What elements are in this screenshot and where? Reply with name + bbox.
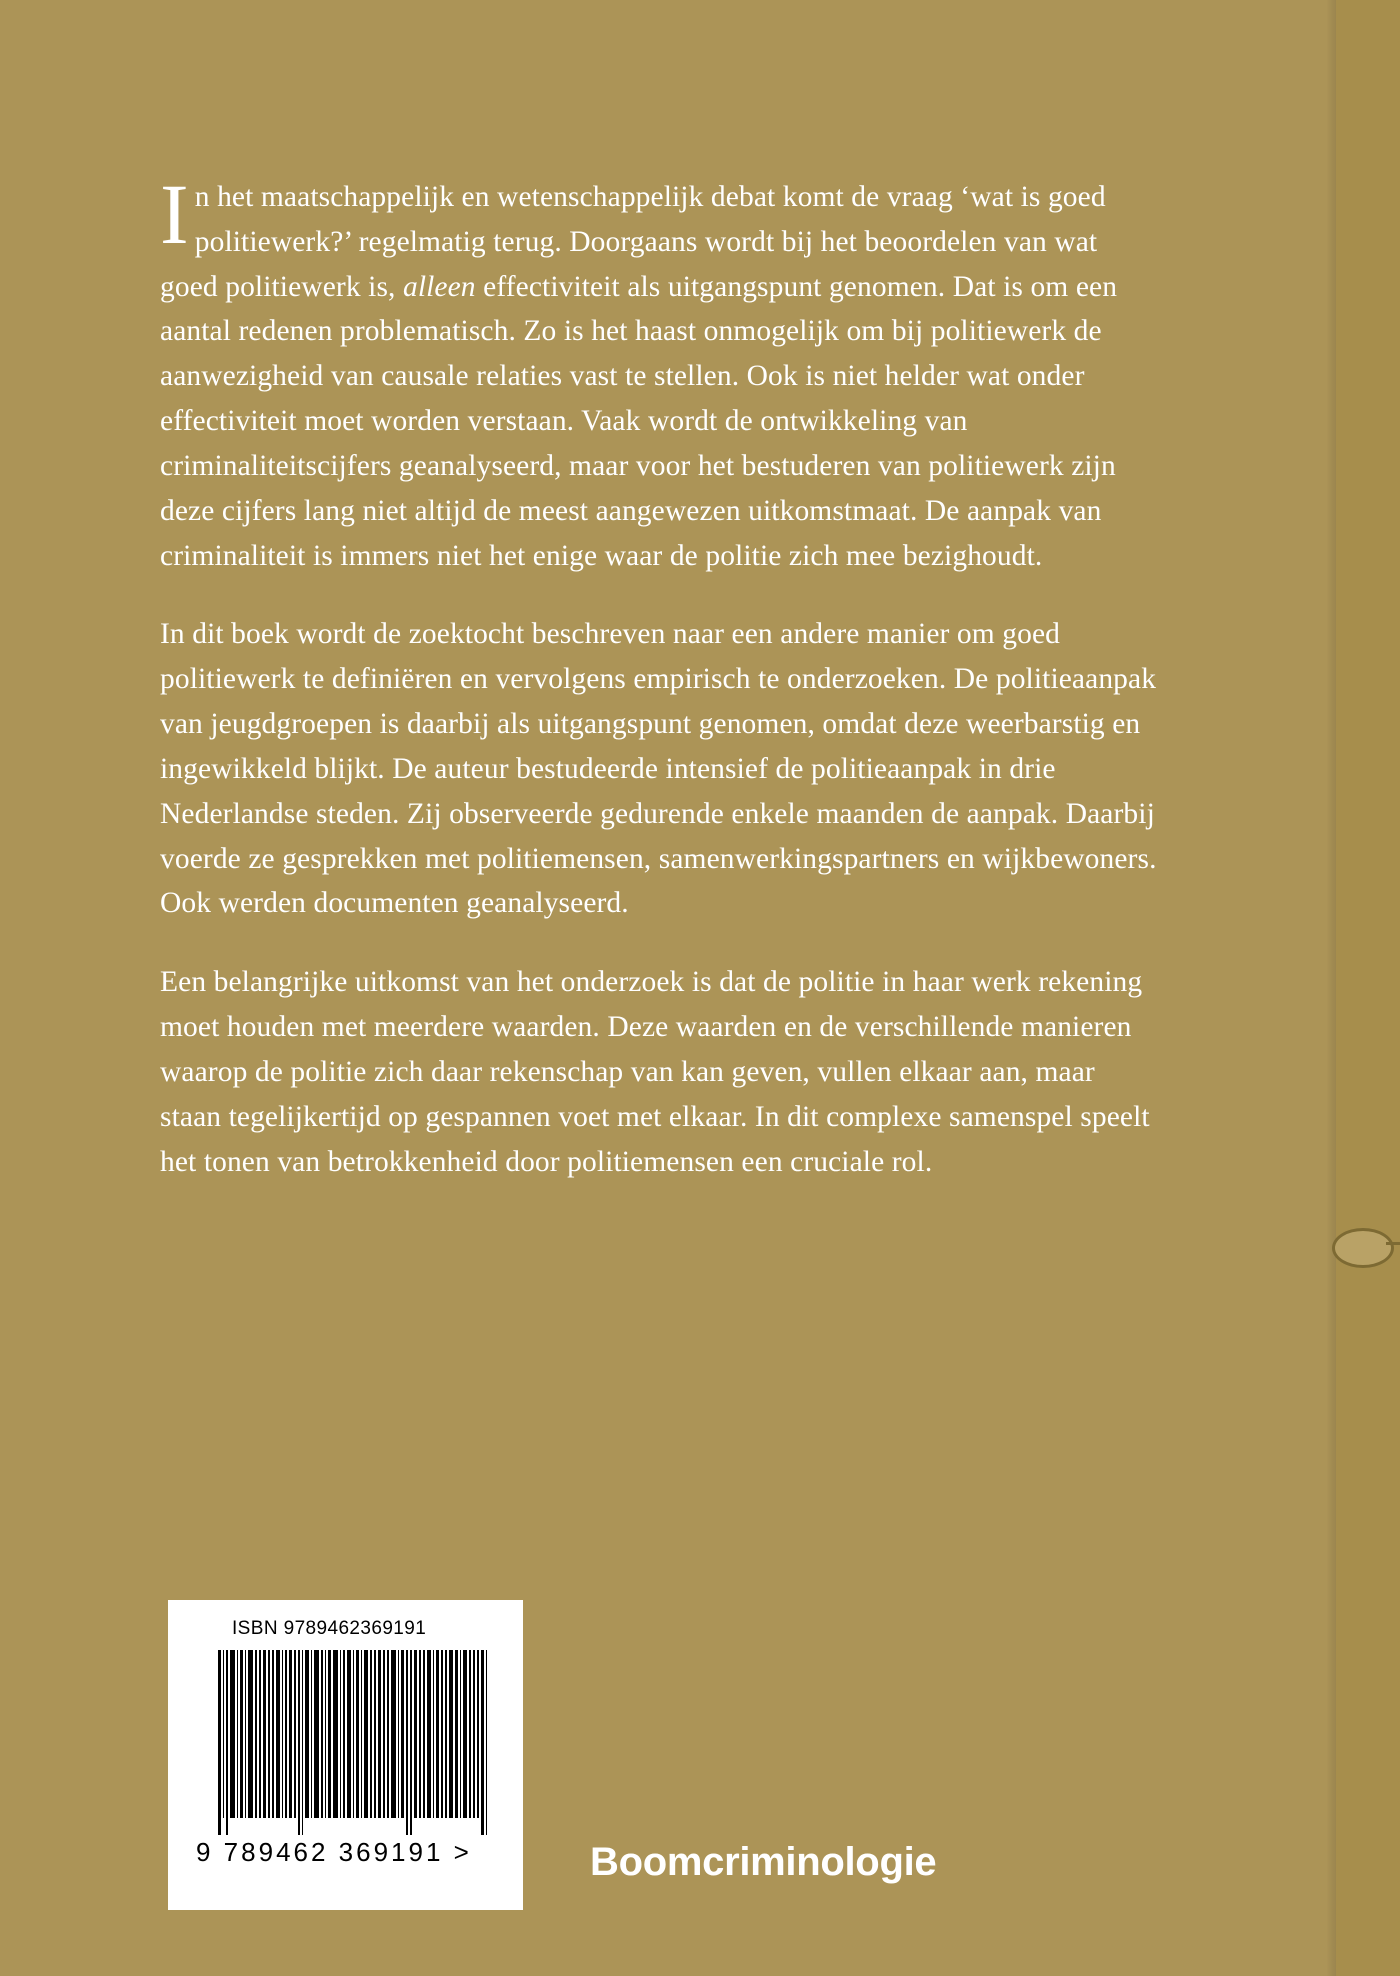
back-cover-blurb xyxy=(160,166,1160,1184)
spine-strip xyxy=(1336,0,1400,1976)
blurb-paragraph-1-text-a: n het maatschappelijk en wetenschappelijk debat komt de vraag ‘wat is goed politiewerk?’ regelmatig terug. Doorgaans wordt bij het beoordelen van wat goed politiewerk is, xyxy=(160,181,1106,303)
blurb-paragraph-1-text-b: effectiviteit als uitgangspunt genomen. Dat is om een aantal redenen problematisch. Zo is het haast onmogelijk om bij politiewerk de aanwezigheid van causale relaties vast te stellen. Ook is niet helder wat onder effectiviteit moet worden verstaan. Vaak wordt de ontwikkeling van criminaliteitscijfers geanalyseerd, maar voor het bestuderen van politiewerk zijn deze cijfers lang niet altijd de meest aangewezen uitkomstmaat. De aanpak van criminaliteit is immers niet het enige waar de politie zich mee bezighoudt. xyxy=(160,270,1118,572)
blurb-paragraph-1-emphasis: alleen xyxy=(402,270,476,303)
drop-cap-letter: I xyxy=(160,166,189,262)
blurb-paragraph-2: In dit boek wordt de zoektocht beschreven naar een andere manier om goed politiewerk te definiëren en vervolgens empirisch te onderzoeken. De politieaanpak van jeugdgroepen is daarbij als uitgangspunt genomen, omdat deze weerbarstig en ingewikkeld blijkt. De auteur bestudeerde intensief de politieaanpak in drie Nederlandse steden. Zij observeerde gedurende enkele maanden de aanpak. Daarbij voerde ze gesprekken met politiemensen, samenwerkingspartners en wijkbewoners. Ook werden documenten geanalyseerd. xyxy=(160,618,1157,920)
barcode-digits: 9 789462 369191 > xyxy=(196,1837,472,1867)
spine-shadow xyxy=(1326,0,1336,1976)
barcode-bars xyxy=(218,1650,489,1835)
edge-mark-line xyxy=(1386,1242,1400,1245)
publisher-logo-text: Boomcriminologie xyxy=(590,1840,937,1884)
edge-ellipse-mark-icon xyxy=(1332,1228,1394,1268)
blurb-paragraph-3: Een belangrijke uitkomst van het onderzoek is dat de politie in haar werk rekening moet houden met meerdere waarden. Deze waarden en de verschillende manieren waarop de politie zich daar rekenschap van kan geven, vullen elkaar aan, maar staan tegelijkertijd op gespannen voet met elkaar. In dit complexe samenspel speelt het tonen van betrokkenheid door politiemensen een cruciale rol. xyxy=(160,966,1150,1178)
isbn-barcode-block xyxy=(168,1600,523,1910)
blurb-paragraph-1 xyxy=(160,166,1160,578)
isbn-label: ISBN 9789462369191 xyxy=(232,1618,427,1639)
